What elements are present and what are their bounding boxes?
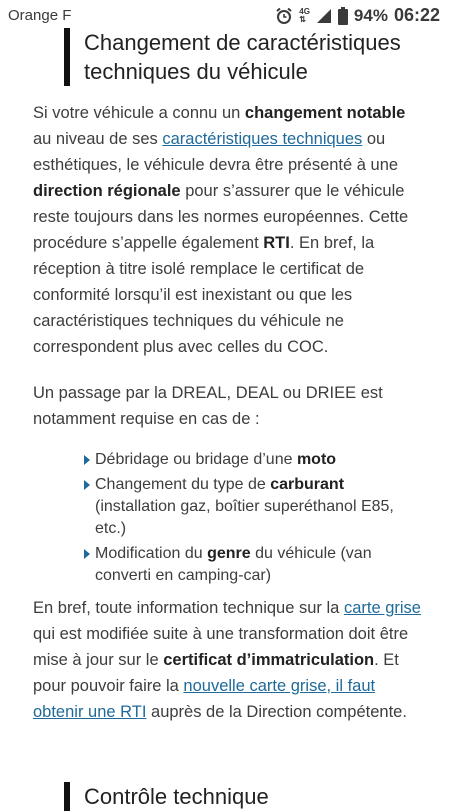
link-carte-grise[interactable]: carte grise xyxy=(343,599,421,617)
paragraph-conclusion: En bref, toute information technique sur la carte grise qui est modifiée suite à une transformation doit être mise à jour sur le certificat d’immatriculation. Et pour pouvoir faire la nouvelle carte grise, il faut obtenir une RTI auprès de la Direction compétente. xyxy=(33,599,421,721)
carrier-name: Orange F xyxy=(8,7,72,24)
status-bar xyxy=(0,0,450,30)
paragraph-dreal: Un passage par la DREAL, DEAL ou DRIEE est notamment requise en cas de : xyxy=(33,384,383,428)
paragraph-intro: Si votre véhicule a connu un changement notable au niveau de ses caractéristiques techniques ou esthétiques, le véhicule devra être présenté à une direction régionale pour s’assurer que le véhicule reste toujours dans les normes européennes. Cette procédure s’appelle également RTI. En bref, la réception à titre isolé remplace le certificat de conformité lorsqu’il est inexistant ou que les caractéristiques techniques du véhicule ne correspondent plus avec celles du COC. xyxy=(33,104,409,356)
bullet-arrow-icon xyxy=(84,455,90,465)
link-caracteristiques-techniques[interactable]: caractéristiques techniques xyxy=(162,130,363,148)
list-item: Changement du type de carburant (installation gaz, boîtier superéthanol E85, etc.) xyxy=(84,474,424,540)
section-heading-controle: Contrôle technique xyxy=(64,782,450,811)
list-item: Modification du genre du véhicule (van converti en camping-car) xyxy=(84,543,424,587)
list-item: Débridage ou bridage d’une moto xyxy=(84,449,424,471)
status-icons xyxy=(275,5,440,26)
requirements-list xyxy=(84,449,424,590)
bullet-arrow-icon xyxy=(84,549,90,559)
link-nouvelle-carte-grise[interactable]: nouvelle carte grise, il faut obtenir une RTI xyxy=(33,677,376,721)
alarm-icon xyxy=(275,7,293,25)
battery-icon xyxy=(338,7,348,25)
section-heading: Changement de caractéristiques techniques du véhicule xyxy=(64,28,450,86)
network-type: 4G ⇅ xyxy=(299,6,310,24)
bullet-arrow-icon xyxy=(84,480,90,490)
battery-percent: 94% xyxy=(353,5,388,25)
signal-icon xyxy=(316,8,332,24)
clock: 06:22 xyxy=(393,5,440,25)
